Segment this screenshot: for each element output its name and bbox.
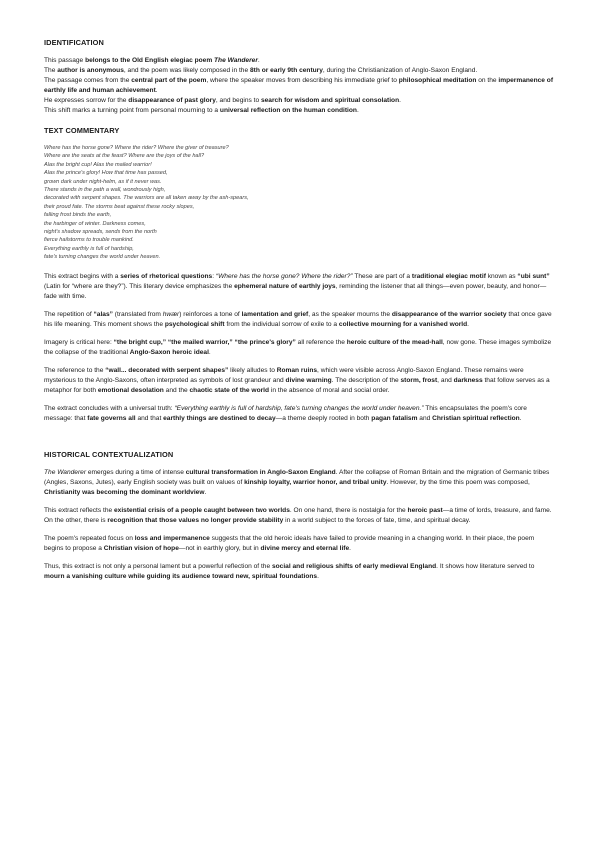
poem-line: falling frost binds the earth, [44,212,112,219]
poem-line: Alas the prince's glory! How that time has passed, [44,170,168,177]
identification-line: This passage belongs to the Old English elegiac poem The Wanderer. [44,57,260,64]
commentary-paragraph: The reference to the “wall... decorated with serpent shapes” likely alludes to Roman ruins, which were visible across Anglo-Saxon England. These remains were mysterious to the Anglo-Saxons, often interpreted as symbols of lost grandeur and divine warning. The description of the storm, frost, and darkness that follow serves as a metaphor for both emotional desolation and the chaotic state of the world in the absence of moral and social order. [44,366,550,394]
commentary-paragraph: The repetition of “alas” (translated from hwær) reinforces a tone of lamentation and grief, as the speaker mourns the disappearance of the warrior society that once gave his life meaning. This moment shows the psychological shift from the individual sorrow of exile to a collective mourning for a vanished world. [44,310,552,328]
poem-line: fierce hailstorms to trouble mankind. [44,237,134,244]
historical-paragraph: The poem's repeated focus on loss and impermanence suggests that the old heroic ideals have failed to provide meaning in a changing world. In their place, the poem begins to propose a Christian vision of hope—not in earthly glory, but in divine mercy and eternal life. [44,534,535,552]
identification-heading: IDENTIFICATION [44,38,104,47]
section-spacer [44,432,555,450]
poem-line: Alas the bright cup! Alas the mailed warrior! [44,161,152,168]
historical-heading: HISTORICAL CONTEXTUALIZATION [44,449,174,459]
poem-line: Where has the horse gone? Where the rider? Where the giver of treasure? [44,145,229,151]
poem-line: There stands in the path a wall, wondrously high, [44,187,166,194]
identification-line: He expresses sorrow for the disappearance of past glory, and begins to search for wisdom and spiritual consolation. [44,97,401,104]
poem-line: decorated with serpent shapes. The warriors are all taken away by the ash-spears, [44,195,249,202]
poem-line: Where are the seats at the feast? Where are the joys of the hall? [44,153,205,160]
poem-line: Everything earthly is full of hardship, [44,245,134,252]
identification-section [44,56,555,116]
identification-line: This shift marks a turning point from personal mourning to a universal reflection on the human condition. [44,107,359,114]
poem-line: night's shadow spreads, sends from the north [44,229,157,236]
historical-paragraph: This extract reflects the existential crisis of a people caught between two worlds. On one hand, there is nostalgia for the heroic past—a time of lords, treasure, and fame. On the other, there is recognition that those values no longer provide stability in a world subject to the forces of fate, time, and spiritual decay. [44,506,552,524]
historical-paragraph: The Wanderer emerges during a time of intense cultural transformation in Anglo-Saxon England. After the collapse of Roman Britain and the migration of Germanic tribes (Angles, Saxons, Jutes), early English society was built on values of kinship loyalty, warrior honor, and tribal unity. However, by the time this poem was composed, Christianity was becoming the dominant worldview. [44,468,550,496]
historical-paragraph: Thus, this extract is not only a personal lament but a powerful reflection of the social and religious shifts of early medieval England. It shows how literature served to mourn a vanishing culture while guiding its audience toward new, spiritual foundations. [44,562,535,580]
commentary-paragraph: This extract begins with a series of rhetorical questions: “Where has the horse gone? Where the rider?” These are part of a traditional elegiac motif known as “ubi sunt” (Latin for “where are they?”). This literary device emphasizes the ephemeral nature of earthly joys, reminding the listener that all things—even power, beauty, and honor—fade with time. [44,272,550,300]
commentary-paragraph: The extract concludes with a universal truth: “Everything earthly is full of hardship, fate's turning changes the world under heaven.” This encapsulates the poem's core message: that fate governs all and that earthly things are destined to decay—a theme deeply rooted in both pagan fatalism and Christian spiritual reflection. [44,404,527,422]
poem-excerpt [44,144,555,262]
poem-line: grown dark under night-helm, as if it never was. [44,178,162,185]
identification-line: The author is anonymous, and the poem was likely composed in the 8th or early 9th century, during the Christianization of Anglo-Saxon England. [44,67,478,74]
poem-line: the harbinger of winter. Darkness comes, [44,220,146,227]
commentary-paragraph: Imagery is critical here: “the bright cup,” “the mailed warrior,” “the prince's glory” all reference the heroic culture of the mead-hall, now gone. These images symbolize the collapse of the traditional Anglo-Saxon heroic ideal. [44,338,552,356]
poem-line: their proud fate. The storms beat against these rocky slopes, [44,203,195,210]
poem-line: fate's turning changes the world under heaven. [44,254,161,261]
commentary-heading: TEXT COMMENTARY [44,126,120,135]
identification-line: The passage comes from the central part of the poem, where the speaker moves from describing his immediate grief to philosophical meditation on the impermanence of earthly life and human achievement. [44,77,554,94]
